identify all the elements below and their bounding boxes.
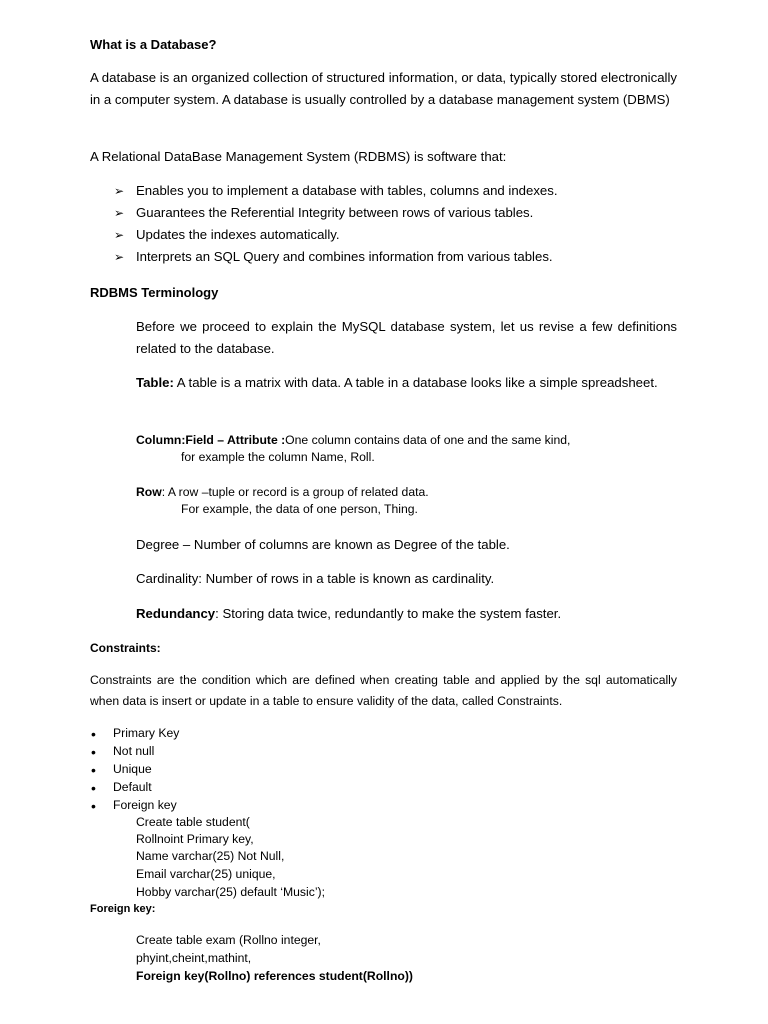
bullet-icon: • xyxy=(91,726,96,742)
definition-cardinality: Cardinality: Number of rows in a table is known as cardinality. xyxy=(136,571,495,586)
list-item: • Not null xyxy=(91,744,155,760)
definition-degree: Degree – Number of columns are known as Degree of the table. xyxy=(136,537,510,552)
definition-table: Table: A table is a matrix with data. A table in a database looks like a simple spreadsheet. xyxy=(136,375,658,390)
arrow-bullet-icon: ➢ xyxy=(114,206,125,220)
heading-foreign-key: Foreign key: xyxy=(90,903,156,915)
arrow-bullet-icon: ➢ xyxy=(114,250,125,264)
list-item: • Default xyxy=(91,780,152,796)
code-line: Create table student( xyxy=(136,815,250,829)
arrow-bullet-icon: ➢ xyxy=(114,184,125,198)
list-item: • Foreign key xyxy=(91,798,177,814)
list-item: • Primary Key xyxy=(91,726,180,742)
definition-row: Row: A row –tuple or record is a group of related data. xyxy=(136,485,429,499)
term-row: Row xyxy=(136,485,162,499)
code-line: Email varchar(25) unique, xyxy=(136,867,276,881)
bullet-icon: • xyxy=(91,744,96,760)
code-line: Hobby varchar(25) default ‘Music’); xyxy=(136,885,325,899)
term-redundancy: Redundancy xyxy=(136,606,216,621)
bullet-icon: • xyxy=(91,798,96,814)
heading-what-is-database: What is a Database? xyxy=(90,37,217,52)
code-line: Rollnoint Primary key, xyxy=(136,832,254,846)
heading-rdbms-terminology: RDBMS Terminology xyxy=(90,285,219,300)
list-item: ➢ Enables you to implement a database with tables, columns and indexes. xyxy=(136,180,558,202)
list-item: ➢ Guarantees the Referential Integrity between rows of various tables. xyxy=(136,202,533,224)
paragraph-rdbms-intro: A Relational DataBase Management System (RDBMS) is software that: xyxy=(90,149,507,164)
list-item: ➢ Updates the indexes automatically. xyxy=(136,224,340,246)
code-line: Name varchar(25) Not Null, xyxy=(136,849,285,863)
term-column: Column:Field – Attribute : xyxy=(136,433,286,447)
term-table: Table: xyxy=(136,375,174,390)
definition-row-example: For example, the data of one person, Thing. xyxy=(181,502,418,516)
list-item: • Unique xyxy=(91,762,152,778)
paragraph-database-definition: A database is an organized collection of structured information, or data, typically stored electronically in a computer system. A database is usually controlled by a database management system (DBMS) xyxy=(90,70,677,107)
paragraph-constraints: Constraints are the condition which are defined when creating table and applied by the sql automatically when data is insert or update in a table to ensure validity of the data, called Constraints. xyxy=(90,673,677,708)
paragraph-terminology-intro: Before we proceed to explain the MySQL database system, let us revise a few definitions related to the database. xyxy=(136,319,677,356)
definition-column: Column:Field – Attribute :One column contains data of one and the same kind, xyxy=(136,433,571,447)
definition-redundancy: Redundancy: Storing data twice, redundantly to make the system faster. xyxy=(136,606,562,621)
bullet-icon: • xyxy=(91,762,96,778)
definition-column-example: for example the column Name, Roll. xyxy=(181,450,375,464)
code-line: Create table exam (Rollno integer, xyxy=(136,933,321,947)
arrow-bullet-icon: ➢ xyxy=(114,228,125,242)
code-line-foreign-key: Foreign key(Rollno) references student(Rollno)) xyxy=(136,969,413,983)
bullet-icon: • xyxy=(91,780,96,796)
heading-constraints: Constraints: xyxy=(90,641,161,655)
code-line: phyint,cheint,mathint, xyxy=(136,951,252,965)
list-item: ➢ Interprets an SQL Query and combines information from various tables. xyxy=(136,246,553,268)
